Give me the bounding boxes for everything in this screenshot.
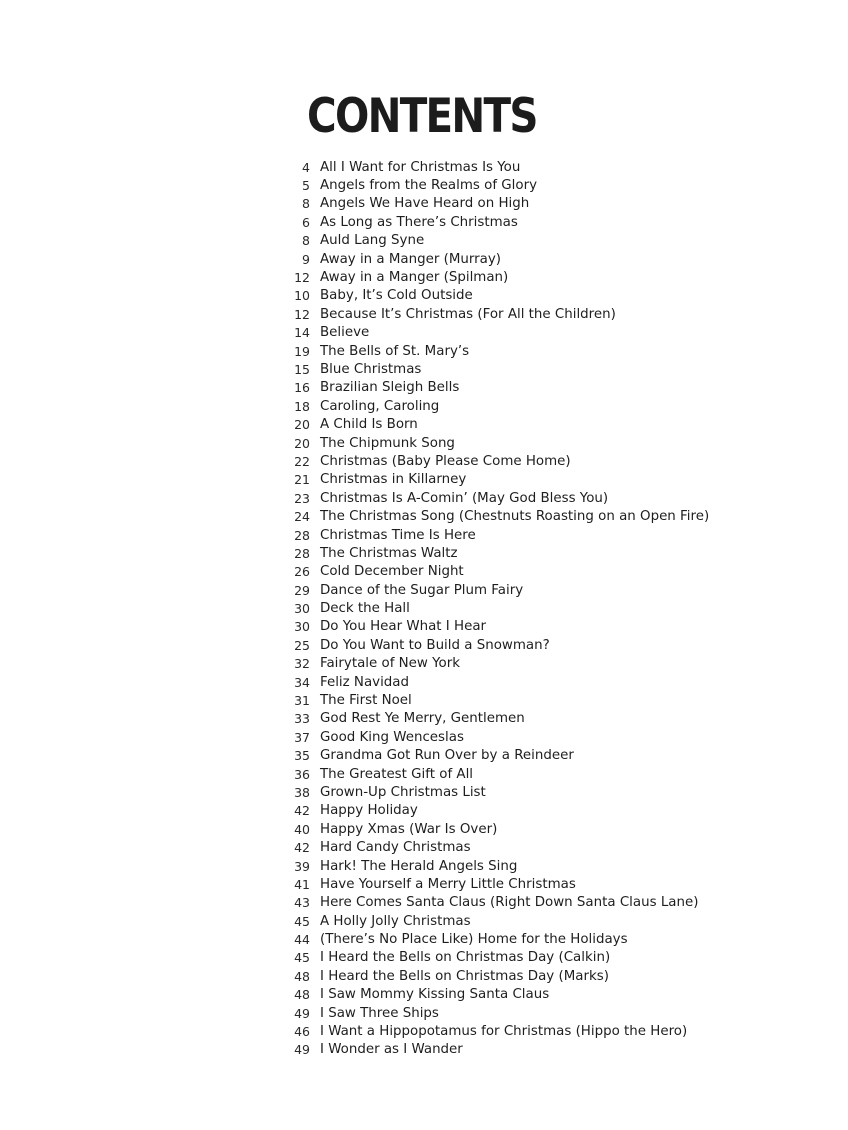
toc-page-number: 14 <box>294 325 310 341</box>
toc-page-number: 19 <box>294 343 310 359</box>
toc-song-title: Auld Lang Syne <box>320 233 425 249</box>
toc-entry <box>280 673 709 691</box>
toc-song-title: The Christmas Song (Chestnuts Roasting on an Open Fire) <box>320 509 710 525</box>
toc-entry <box>280 158 709 176</box>
toc-page-number: 18 <box>294 398 310 414</box>
toc-song-title: Caroling, Caroling <box>320 398 440 414</box>
toc-page-number: 40 <box>294 821 310 837</box>
toc-song-title: Happy Holiday <box>320 803 418 819</box>
toc-song-title: Baby, It’s Cold Outside <box>320 288 473 304</box>
toc-page-number: 45 <box>294 950 310 966</box>
toc-entry <box>280 838 709 856</box>
toc-song-title: Christmas Is A-Comin’ (May God Bless You) <box>320 490 609 506</box>
toc-page-number: 32 <box>294 656 310 672</box>
toc-page-number: 48 <box>294 987 310 1003</box>
toc-song-title: Do You Hear What I Hear <box>320 619 487 635</box>
toc-page-number: 48 <box>294 968 310 984</box>
toc-song-title: I Wonder as I Wander <box>320 1042 463 1058</box>
toc-entry <box>280 599 709 617</box>
toc-entry <box>280 1004 709 1022</box>
toc-page-number: 42 <box>294 840 310 856</box>
toc-entry <box>280 949 709 967</box>
toc-entry <box>280 875 709 893</box>
toc-page-number: 29 <box>294 582 310 598</box>
toc-entry <box>280 930 709 948</box>
toc-page-number: 30 <box>294 619 310 635</box>
toc-entry <box>280 691 709 709</box>
toc-page-number: 23 <box>294 490 310 506</box>
toc-page-number: 42 <box>294 803 310 819</box>
toc-song-title: The Greatest Gift of All <box>320 766 474 782</box>
page-title: CONTENTS <box>307 89 537 144</box>
toc-entry <box>280 452 709 470</box>
toc-page-number: 24 <box>294 509 310 525</box>
toc-entry <box>280 176 709 194</box>
toc-entry <box>280 636 709 654</box>
toc-page-number: 22 <box>294 453 310 469</box>
toc-song-title: Believe <box>320 325 370 341</box>
toc-song-title: Angels We Have Heard on High <box>320 196 530 212</box>
toc-page-number: 28 <box>294 527 310 543</box>
toc-song-title: The Christmas Waltz <box>320 545 458 561</box>
toc-page-number: 41 <box>294 876 310 892</box>
toc-entry <box>280 563 709 581</box>
toc-song-title: Hark! The Herald Angels Sing <box>320 858 518 874</box>
toc-song-title: Because It’s Christmas (For All the Children) <box>320 306 616 322</box>
toc-page-number: 12 <box>294 306 310 322</box>
table-of-contents <box>280 158 709 1059</box>
toc-page-number: 38 <box>294 784 310 800</box>
toc-page-number: 35 <box>294 748 310 764</box>
toc-song-title: God Rest Ye Merry, Gentlemen <box>320 711 525 727</box>
toc-entry <box>280 489 709 507</box>
toc-entry <box>280 232 709 250</box>
toc-song-title: Dance of the Sugar Plum Fairy <box>320 582 524 598</box>
toc-entry <box>280 360 709 378</box>
toc-song-title: Christmas (Baby Please Come Home) <box>320 453 571 469</box>
toc-page-number: 46 <box>294 1024 310 1040</box>
toc-entry <box>280 379 709 397</box>
toc-entry <box>280 581 709 599</box>
toc-entry <box>280 544 709 562</box>
toc-song-title: A Child Is Born <box>320 417 418 433</box>
toc-entry <box>280 857 709 875</box>
toc-song-title: The First Noel <box>320 693 412 709</box>
toc-page-number: 25 <box>294 637 310 653</box>
toc-page-number: 15 <box>294 361 310 377</box>
toc-page-number: 33 <box>294 711 310 727</box>
toc-entry <box>280 342 709 360</box>
toc-page-number: 10 <box>294 288 310 304</box>
toc-entry <box>280 507 709 525</box>
toc-song-title: Have Yourself a Merry Little Christmas <box>320 876 576 892</box>
toc-page-number: 43 <box>294 895 310 911</box>
toc-page-number: 8 <box>302 233 310 249</box>
toc-entry <box>280 655 709 673</box>
toc-page-number: 12 <box>294 270 310 286</box>
toc-page-number: 49 <box>294 1042 310 1058</box>
toc-entry <box>280 747 709 765</box>
toc-entry <box>280 397 709 415</box>
toc-song-title: Blue Christmas <box>320 361 422 377</box>
toc-song-title: A Holly Jolly Christmas <box>320 913 471 929</box>
toc-song-title: Brazilian Sleigh Bells <box>320 380 460 396</box>
toc-song-title: The Chipmunk Song <box>320 435 455 451</box>
toc-entry <box>280 415 709 433</box>
toc-song-title: (There’s No Place Like) Home for the Holidays <box>320 932 628 948</box>
toc-page-number: 20 <box>294 435 310 451</box>
toc-entry <box>280 268 709 286</box>
toc-song-title: Cold December Night <box>320 564 464 580</box>
toc-song-title: Hard Candy Christmas <box>320 840 471 856</box>
toc-entry <box>280 728 709 746</box>
toc-song-title: Angels from the Realms of Glory <box>320 178 538 194</box>
toc-page-number: 4 <box>302 159 310 175</box>
toc-page-number: 37 <box>294 729 310 745</box>
toc-song-title: I Heard the Bells on Christmas Day (Calkin) <box>320 950 611 966</box>
toc-song-title: I Saw Three Ships <box>320 1005 439 1021</box>
toc-page-number: 8 <box>302 196 310 212</box>
toc-song-title: Away in a Manger (Spilman) <box>320 270 509 286</box>
toc-entry <box>280 250 709 268</box>
toc-entry <box>280 434 709 452</box>
toc-song-title: Happy Xmas (War Is Over) <box>320 821 498 837</box>
toc-song-title: Feliz Navidad <box>320 674 410 690</box>
toc-entry <box>280 1022 709 1040</box>
toc-page-number: 30 <box>294 601 310 617</box>
toc-entry <box>280 710 709 728</box>
toc-entry <box>280 471 709 489</box>
toc-entry <box>280 1041 709 1059</box>
toc-page-number: 20 <box>294 417 310 433</box>
toc-page-number: 36 <box>294 766 310 782</box>
toc-entry <box>280 802 709 820</box>
toc-song-title: As Long as There’s Christmas <box>320 214 518 230</box>
toc-song-title: Do You Want to Build a Snowman? <box>320 637 550 653</box>
toc-song-title: Fairytale of New York <box>320 656 460 672</box>
toc-entry <box>280 820 709 838</box>
toc-page-number: 45 <box>294 913 310 929</box>
toc-song-title: I Saw Mommy Kissing Santa Claus <box>320 987 550 1003</box>
toc-song-title: Good King Wenceslas <box>320 729 464 745</box>
toc-entry <box>280 618 709 636</box>
toc-page-number: 21 <box>294 472 310 488</box>
toc-entry <box>280 526 709 544</box>
toc-song-title: I Heard the Bells on Christmas Day (Marks) <box>320 968 609 984</box>
toc-page-number: 9 <box>302 251 310 267</box>
toc-song-title: I Want a Hippopotamus for Christmas (Hippo the Hero) <box>320 1024 688 1040</box>
toc-entry <box>280 986 709 1004</box>
toc-page-number: 28 <box>294 545 310 561</box>
toc-page-number: 49 <box>294 1005 310 1021</box>
toc-page-number: 5 <box>302 178 310 194</box>
toc-song-title: Grown-Up Christmas List <box>320 784 486 800</box>
toc-entry <box>280 894 709 912</box>
toc-entry <box>280 287 709 305</box>
toc-page-number: 39 <box>294 858 310 874</box>
toc-song-title: All I Want for Christmas Is You <box>320 159 521 175</box>
toc-entry <box>280 783 709 801</box>
toc-entry <box>280 213 709 231</box>
toc-page-number: 34 <box>294 674 310 690</box>
toc-page-number: 44 <box>294 932 310 948</box>
toc-song-title: Christmas Time Is Here <box>320 527 476 543</box>
toc-song-title: Grandma Got Run Over by a Reindeer <box>320 748 574 764</box>
toc-song-title: The Bells of St. Mary’s <box>320 343 470 359</box>
toc-entry <box>280 195 709 213</box>
toc-entry <box>280 305 709 323</box>
toc-song-title: Here Comes Santa Claus (Right Down Santa Claus Lane) <box>320 895 699 911</box>
toc-entry <box>280 324 709 342</box>
toc-page-number: 16 <box>294 380 310 396</box>
toc-entry <box>280 912 709 930</box>
toc-song-title: Christmas in Killarney <box>320 472 467 488</box>
toc-page-number: 26 <box>294 564 310 580</box>
toc-entry <box>280 967 709 985</box>
toc-page-number: 6 <box>302 214 310 230</box>
toc-entry <box>280 765 709 783</box>
toc-page-number: 31 <box>294 693 310 709</box>
toc-song-title: Deck the Hall <box>320 601 410 617</box>
toc-song-title: Away in a Manger (Murray) <box>320 251 502 267</box>
